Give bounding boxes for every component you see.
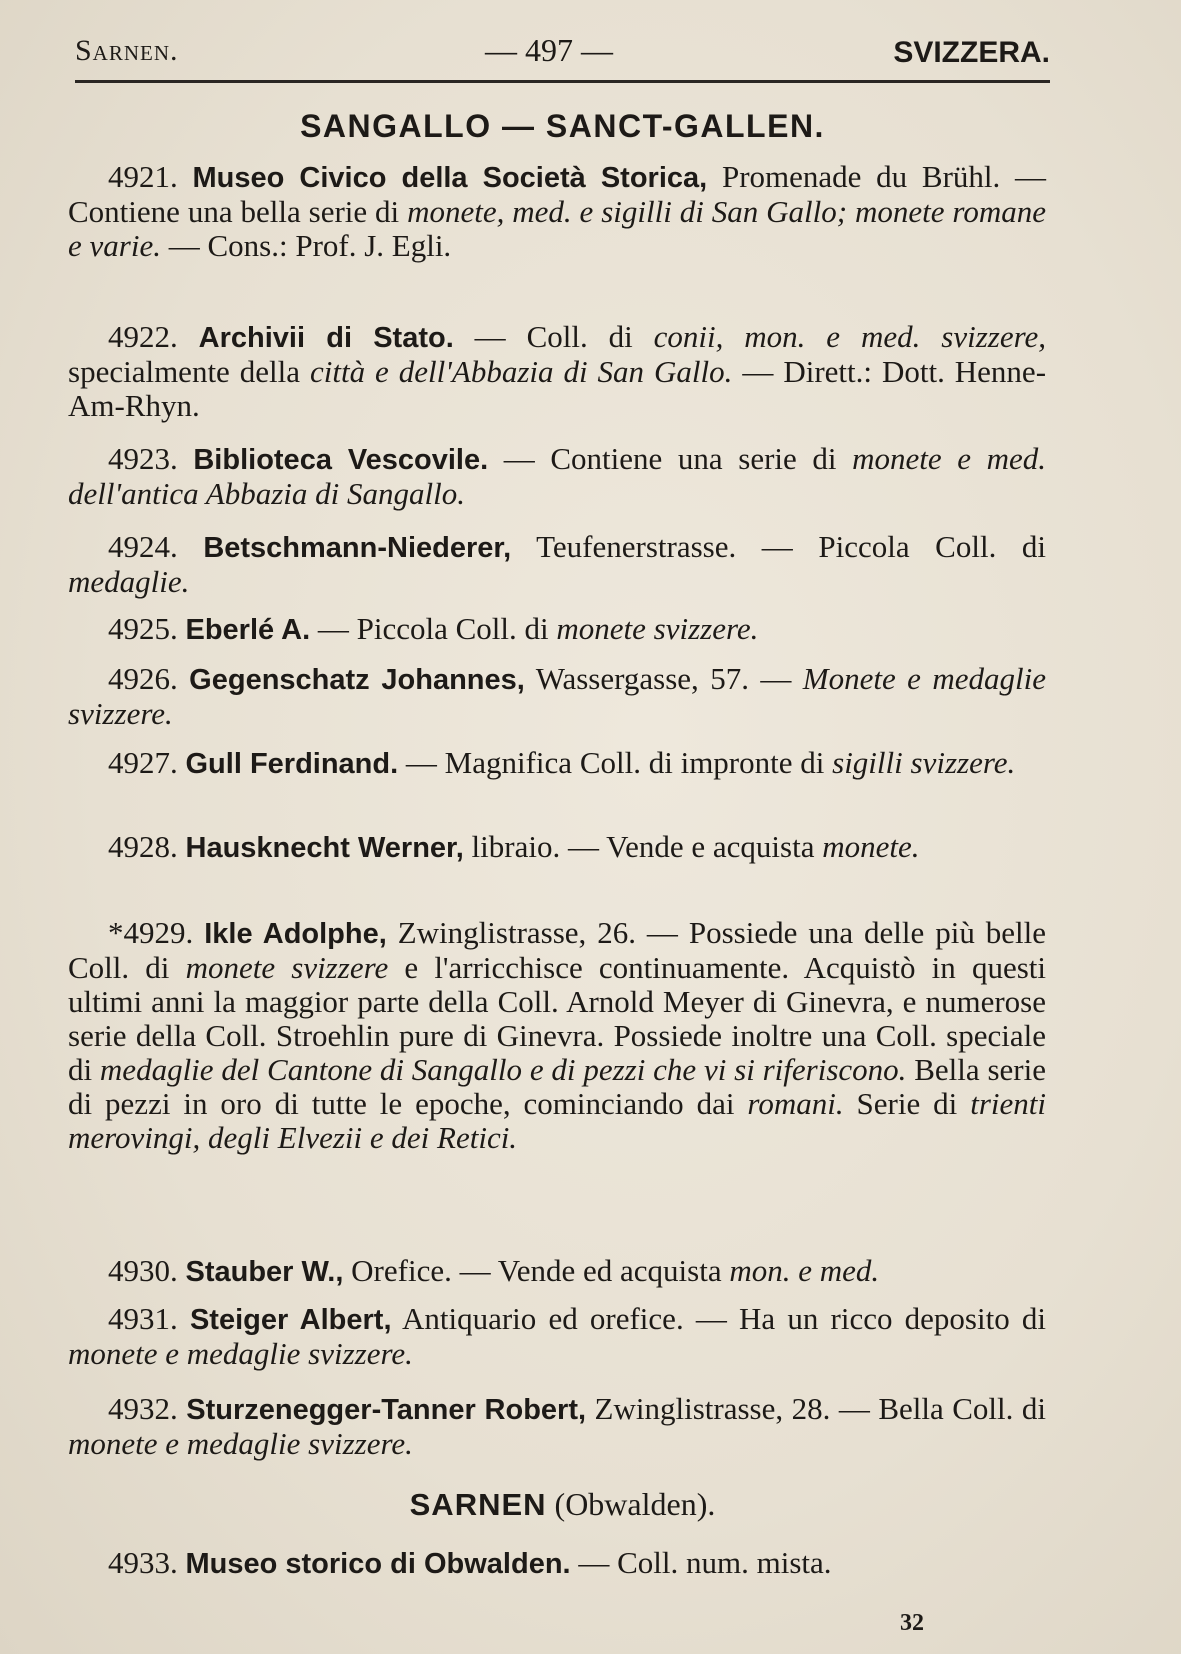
- entry-name: Betschmann-Niederer,: [203, 532, 512, 564]
- entry-italic: medaglie del Cantone di Sangallo e di pezzi che vi si riferiscono.: [99, 1052, 907, 1087]
- subsection-title: [75, 1486, 1050, 1523]
- entry-4925: [68, 612, 1046, 647]
- entry-text: Serie di: [843, 1086, 971, 1121]
- entry-name: Biblioteca Vescovile.: [193, 444, 489, 476]
- entry-italic: monete e medaglie svizzere.: [68, 1426, 413, 1461]
- entry-number: 4922.: [108, 319, 178, 354]
- entry-name: Ikle Adolphe,: [204, 918, 387, 950]
- section-title: SANGALLO — SANCT-GALLEN.: [300, 108, 825, 144]
- entry-italic: città e dell'Abbazia di San Gallo.: [310, 354, 733, 389]
- running-header: [75, 30, 1050, 80]
- entry-italic: medaglie.: [68, 564, 190, 599]
- entry-italic: Monete e medaglie svizzere.: [68, 661, 1046, 731]
- entry-text: specialmente della: [68, 354, 310, 389]
- entry-name: Eberlé A.: [185, 614, 311, 646]
- header-country: SVIZZERA.: [893, 36, 1050, 69]
- entry-4924: [68, 530, 1046, 599]
- entry-text: libraio. — Vende e acquista: [463, 829, 823, 864]
- entry-name: Stauber W.,: [185, 1256, 344, 1288]
- signature-mark: 32: [900, 1610, 924, 1636]
- entry-italic: monete, med. e sigilli di San Gallo; monete romane e varie.: [68, 194, 1046, 263]
- entry-text: Teufenerstrasse. — Piccola Coll. di: [511, 529, 1046, 564]
- header-place: Sarnen.: [75, 34, 179, 67]
- entry-text: — Coll. num. mista.: [570, 1545, 832, 1580]
- entry-text: — Piccola Coll. di: [310, 611, 557, 646]
- entry-4931: [68, 1302, 1046, 1371]
- subsection-place: SARNEN: [409, 1487, 547, 1522]
- entry-italic: sigilli svizzere.: [832, 745, 1016, 780]
- entry-name: Archivii di Stato.: [198, 322, 454, 354]
- entry-number: 4933.: [108, 1545, 178, 1580]
- entry-number: 4932.: [108, 1391, 178, 1426]
- entry-number: 4921.: [108, 159, 178, 194]
- entry-italic: romani.: [747, 1086, 844, 1121]
- entry-number: 4925.: [108, 611, 178, 646]
- entry-number: 4923.: [108, 441, 178, 476]
- entry-text: Orefice. — Vende ed acquista: [343, 1253, 730, 1288]
- entry-text: Promenade du Brühl. — Contiene una bella serie di: [68, 159, 1046, 229]
- entry-italic: conii, mon. e med. svizzere,: [653, 319, 1047, 354]
- entry-number: 4926.: [108, 661, 178, 696]
- entry-4933: [68, 1546, 1046, 1581]
- subsection-region: (Obwalden).: [546, 1486, 716, 1522]
- entry-text: Zwinglistrasse, 28. — Bella Coll. di: [586, 1391, 1047, 1426]
- entry-number: 4928.: [108, 829, 178, 864]
- entry-4929: [68, 916, 1046, 1155]
- entry-text: Antiquario ed orefice. — Ha un ricco deposito di: [391, 1301, 1047, 1336]
- entry-italic: monete svizzere.: [556, 611, 759, 646]
- entry-name: Hausknecht Werner,: [185, 832, 464, 864]
- entry-number: 4927.: [108, 745, 178, 780]
- entry-name: Museo Civico della Società Storica,: [192, 162, 708, 194]
- entry-text: Wassergasse, 57. —: [524, 661, 803, 696]
- entry-name: Gegenschatz Johannes,: [189, 664, 525, 696]
- entry-text: — Coll. di: [453, 319, 654, 354]
- entry-4932: [68, 1392, 1046, 1461]
- entry-4922: [68, 320, 1046, 423]
- entry-name: Steiger Albert,: [189, 1304, 392, 1336]
- page-number: — 497 —: [485, 32, 613, 68]
- entry-text: — Contiene una serie di: [488, 441, 853, 476]
- entry-number: *4929.: [108, 915, 194, 950]
- entry-italic: mon. e med.: [729, 1253, 880, 1288]
- entry-italic: monete svizzere: [185, 950, 389, 985]
- entry-4921: [68, 160, 1046, 263]
- entry-name: Museo storico di Obwalden.: [185, 1548, 571, 1580]
- entry-number: 4931.: [108, 1301, 178, 1336]
- entry-italic: monete.: [822, 829, 920, 864]
- header-rule: [75, 80, 1050, 83]
- entry-text: Zwinglistrasse, 26. — Possiede una delle più belle Coll. di: [68, 915, 1047, 985]
- entry-4928: [68, 830, 1046, 865]
- entry-text: — Dirett.: Dott. Henne-Am-Rhyn.: [68, 354, 1047, 423]
- entry-number: 4924.: [108, 529, 178, 564]
- entry-4926: [68, 662, 1046, 731]
- entry-italic: monete e medaglie svizzere.: [68, 1336, 413, 1371]
- entry-text: — Magnifica Coll. di impronte di: [398, 745, 833, 780]
- entry-4927: [68, 746, 1046, 781]
- entry-name: Gull Ferdinand.: [185, 748, 399, 780]
- entry-text: Bella serie di pezzi in oro di tutte le epoche, cominciando dai: [68, 1052, 1046, 1121]
- entry-name: Sturzenegger-Tanner Robert,: [186, 1394, 587, 1426]
- entry-italic: monete e med. dell'antica Abbazia di Sangallo.: [68, 441, 1046, 511]
- entry-number: 4930.: [108, 1253, 178, 1288]
- entry-4923: [68, 442, 1046, 511]
- entry-text: e l'arricchisce continuamente. Acquistò in questi ultimi anni la maggior parte della Coll. Arnold Meyer di Ginevra, e numerose serie della Coll. Stroehlin pure di Ginevra. Possiede inoltre una Coll. speciale di: [68, 950, 1046, 1087]
- entry-4930: [68, 1254, 1046, 1289]
- entry-italic: trienti merovingi, degli Elvezii e dei Retici.: [68, 1086, 1046, 1155]
- entry-text: — Cons.: Prof. J. Egli.: [160, 228, 452, 263]
